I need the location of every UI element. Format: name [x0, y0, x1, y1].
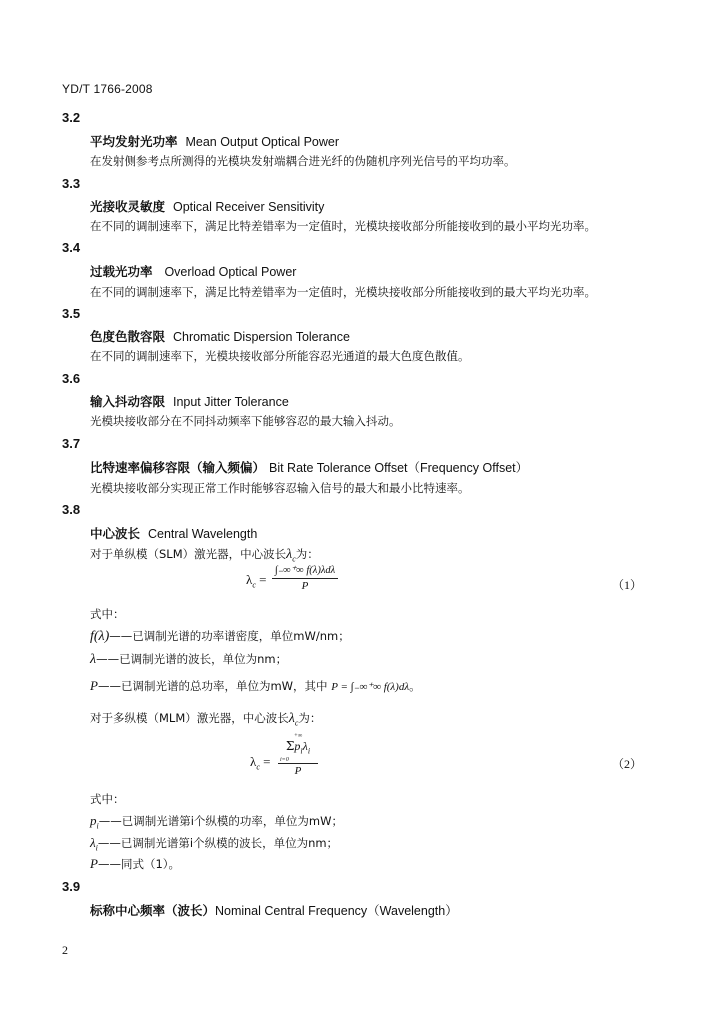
definition-lambda	[90, 651, 287, 668]
equation-2-fraction	[278, 733, 318, 778]
section-title-zh: 比特速率偏移容限（输入频偏）	[90, 460, 266, 475]
def-symbol: λ	[90, 652, 97, 667]
eq1-lambda-sub: c	[252, 580, 256, 590]
section-title-zh: 标称中心频率（波长）	[90, 903, 216, 918]
section-title	[90, 197, 324, 215]
section-title	[90, 327, 350, 345]
def-text: ——已调制光谱第i个纵模的波长，单位为nm；	[97, 836, 339, 850]
def-text: ——已调制光谱第i个纵模的功率，单位为mW；	[98, 814, 344, 828]
def-text: ——同式（1）。	[97, 857, 181, 871]
document-id: YD/T 1766-2008	[62, 82, 153, 96]
section-number: 3.3	[62, 176, 81, 191]
def-symbol: λ	[90, 835, 96, 850]
section-number: 3.7	[62, 436, 81, 451]
eq1-denominator: P	[301, 580, 309, 592]
section-text: 在不同的调制速率下，满足比特差错率为一定值时，光模块接收部分所能接收到的最大平均光功率。	[90, 285, 596, 299]
def-symbol: P	[90, 856, 98, 871]
def-symbol: f(λ)	[90, 629, 110, 644]
definition-lambda-i	[90, 835, 338, 852]
definition-p-i	[90, 813, 343, 830]
section-number: 3.2	[62, 110, 81, 125]
eq2-lambda-sub: c	[256, 762, 260, 772]
definition-p-ref	[90, 856, 180, 872]
section-title-zh: 输入抖动容限	[90, 394, 166, 409]
section-title-en: Input Jitter Tolerance	[172, 395, 289, 409]
equation-1-fraction	[272, 564, 338, 593]
sum-sign: Σ	[285, 739, 295, 753]
equation-number: （1）	[612, 578, 643, 592]
eq2-lambda: λ	[250, 754, 257, 769]
section-title	[90, 458, 528, 476]
sum-term: p	[294, 739, 301, 753]
section-title	[90, 132, 339, 150]
def-end: 。	[409, 679, 421, 693]
def-text: ——已调制光谱的总功率，单位为mW，其中	[97, 679, 328, 693]
equation-1-lhs	[246, 572, 266, 590]
section-title-zh: 中心波长	[90, 526, 141, 541]
section-number: 3.6	[62, 371, 81, 386]
equals-sign: =	[263, 754, 271, 769]
sum-lambda: λ	[302, 739, 308, 753]
section-title-en: Central Wavelength	[147, 527, 258, 541]
def-symbol-sub: i	[96, 821, 99, 831]
section-title-en: Chromatic Dispersion Tolerance	[172, 330, 350, 344]
eq1-numerator: ∫₋∞⁺∞ f(λ)λdλ	[274, 565, 336, 576]
section-title-en: Bit Rate Tolerance Offset（Frequency Offset）	[269, 461, 529, 475]
section-number: 3.8	[62, 502, 81, 517]
sum-upper-limit: +∞	[293, 733, 303, 739]
equals-sign: =	[259, 572, 267, 587]
section-number: 3.4	[62, 240, 81, 255]
section-text: 光模块接收部分实现正常工作时能够容忍输入信号的最大和最小比特速率。	[90, 481, 470, 495]
eq2-numerator	[278, 740, 318, 757]
equation-number: （2）	[612, 757, 643, 771]
section-title	[90, 392, 289, 410]
eq1-lambda: λ	[246, 572, 253, 587]
section-title	[90, 901, 458, 919]
section-text: 在发射侧参考点所测得的光模块发射端耦合进光纤的伪随机序列光信号的平均功率。	[90, 154, 516, 168]
section-title	[90, 524, 257, 542]
def-text: ——已调制光谱的波长，单位为nm；	[96, 652, 288, 666]
def-symbol: P	[90, 678, 98, 693]
lambda-symbol: λ	[286, 547, 293, 562]
slm-intro	[90, 546, 319, 563]
sum-lambda-sub: i	[307, 746, 311, 756]
lambda-subscript: c	[292, 554, 296, 564]
section-text: 在不同的调制速率下，满足比特差错率为一定值时，光模块接收部分所能接收到的最小平均光功率。	[90, 219, 596, 233]
equation-2-lhs	[250, 754, 270, 772]
lambda-subscript: c	[294, 718, 299, 728]
definition-f	[90, 628, 350, 645]
where-label: 式中：	[90, 792, 125, 806]
sum-term-sub: i	[300, 746, 303, 756]
section-title-en: Mean Output Optical Power	[185, 135, 340, 149]
where-label: 式中：	[90, 607, 125, 621]
lambda-symbol: λ	[288, 711, 295, 726]
eq2-denominator: P	[294, 765, 302, 778]
page-number: 2	[62, 943, 68, 957]
slm-intro-text: 对于单纵模（SLM）激光器，中心波长	[90, 547, 287, 561]
sum-lower-limit: i=0	[280, 757, 289, 764]
wei-text: 为：	[298, 711, 322, 725]
section-title-zh: 平均发射光功率	[90, 134, 178, 149]
def-symbol-sub: i	[95, 843, 98, 853]
section-text: 光模块接收部分在不同抖动频率下能够容忍的最大输入抖动。	[90, 414, 401, 428]
def-symbol: p	[90, 813, 97, 828]
section-text: 在不同的调制速率下，光模块接收部分所能容忍光通道的最大色度色散值。	[90, 349, 470, 363]
mlm-intro-text: 对于多纵模（MLM）激光器，中心波长	[90, 711, 289, 725]
section-title-en: Overload Optical Power	[164, 265, 297, 279]
section-title-zh: 过载光功率	[90, 264, 153, 279]
definition-p	[90, 678, 421, 694]
section-number: 3.9	[62, 879, 81, 894]
section-number: 3.5	[62, 306, 81, 321]
def-formula: P = ∫₋∞⁺∞ f(λ)dλ	[331, 681, 410, 693]
section-title-zh: 光接收灵敏度	[90, 199, 166, 214]
def-text: ——已调制光谱的功率谱密度，单位mW/nm；	[109, 629, 350, 643]
section-title	[90, 262, 296, 280]
wei-text: 为：	[295, 547, 319, 561]
section-title-en: Optical Receiver Sensitivity	[172, 200, 325, 214]
section-title-en: Nominal Central Frequency（Wavelength）	[215, 904, 458, 918]
section-title-zh: 色度色散容限	[90, 329, 166, 344]
mlm-intro	[90, 710, 321, 727]
